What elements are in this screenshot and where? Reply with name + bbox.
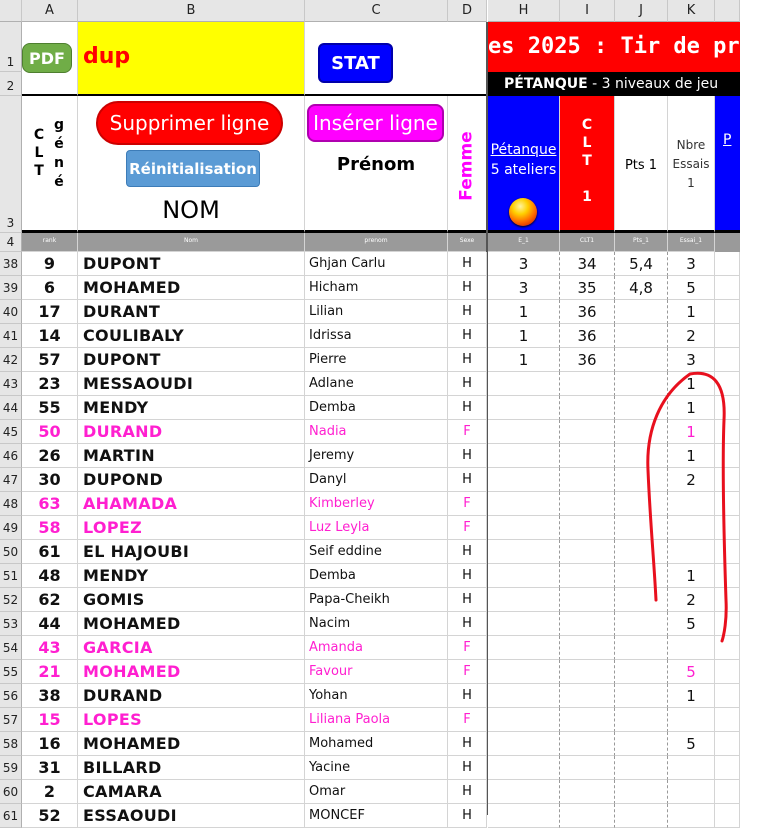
pts1-cell[interactable] [615, 756, 668, 780]
prenom-cell[interactable]: Luz Leyla [305, 516, 448, 540]
banner-title: es 2025 : Tir de préci [488, 22, 740, 72]
sexe-cell[interactable]: H [448, 804, 487, 828]
sexe-cell[interactable]: F [448, 708, 487, 732]
l-cell[interactable] [715, 444, 740, 468]
e1-cell[interactable] [488, 708, 560, 732]
clt1-cell[interactable] [560, 492, 615, 516]
essai1-cell[interactable]: 1 [668, 372, 715, 396]
nom-cell[interactable]: DUPONT [78, 348, 305, 372]
clt1-cell[interactable] [560, 636, 615, 660]
e1-cell[interactable] [488, 684, 560, 708]
row4-field-6: Pts_1 [615, 233, 668, 252]
clt-general-cell[interactable]: 31 [22, 756, 78, 780]
reinitialisation-button[interactable]: Réinitialisation [126, 150, 260, 187]
petanque-label: Pétanque [490, 142, 557, 158]
l-cell[interactable] [715, 468, 740, 492]
cell-j3-pts1: Pts 1 [615, 96, 668, 233]
pts1-cell[interactable] [615, 612, 668, 636]
sexe-cell[interactable]: H [448, 444, 487, 468]
l-cell[interactable] [715, 780, 740, 804]
clt-general-cell[interactable]: 44 [22, 612, 78, 636]
sexe-cell[interactable]: H [448, 396, 487, 420]
prenom-cell[interactable]: Amanda [305, 636, 448, 660]
sexe-cell[interactable]: H [448, 540, 487, 564]
nom-cell[interactable]: BILLARD [78, 756, 305, 780]
sexe-cell[interactable]: H [448, 372, 487, 396]
essai1-cell[interactable]: 1 [668, 684, 715, 708]
sexe-cell[interactable]: H [448, 588, 487, 612]
essai1-cell[interactable] [668, 708, 715, 732]
prenom-cell[interactable]: Favour [305, 660, 448, 684]
row-header-3[interactable]: 3 [0, 96, 22, 233]
essai1-cell[interactable] [668, 636, 715, 660]
clt-general-cell[interactable]: 38 [22, 684, 78, 708]
e1-cell[interactable] [488, 804, 560, 828]
l-cell[interactable] [715, 540, 740, 564]
pts1-cell[interactable] [615, 396, 668, 420]
select-all-corner[interactable] [0, 0, 22, 22]
cell-l3-label: P [723, 132, 732, 148]
clt-general-cell[interactable]: 48 [22, 564, 78, 588]
e1-cell[interactable] [488, 756, 560, 780]
essai1-cell[interactable] [668, 492, 715, 516]
nom-cell[interactable]: GARCIA [78, 636, 305, 660]
clt1-cell[interactable] [560, 540, 615, 564]
nom-cell[interactable]: DURAND [78, 420, 305, 444]
row-header[interactable]: 43 [0, 372, 22, 396]
banner-subtitle [488, 72, 740, 96]
essai1-cell[interactable]: 1 [668, 420, 715, 444]
nom-cell[interactable]: LOPES [78, 708, 305, 732]
clt-general-cell[interactable]: 62 [22, 588, 78, 612]
column-header-a[interactable]: A [22, 0, 78, 22]
essai1-cell[interactable]: 3 [668, 252, 715, 276]
pts1-cell[interactable] [615, 708, 668, 732]
pts1-cell[interactable] [615, 660, 668, 684]
row4-field-0: rank [22, 233, 78, 252]
l-cell[interactable] [715, 732, 740, 756]
cell-h3-petanque [488, 96, 560, 233]
sexe-cell[interactable]: F [448, 516, 487, 540]
sexe-cell[interactable]: F [448, 660, 487, 684]
clt1-cell[interactable] [560, 420, 615, 444]
e1-cell[interactable] [488, 660, 560, 684]
row-header[interactable]: 53 [0, 612, 22, 636]
clt-general-cell[interactable]: 63 [22, 492, 78, 516]
cell-c3-prenom: Prénom [305, 96, 448, 233]
pts1-cell[interactable] [615, 468, 668, 492]
clt1-cell[interactable] [560, 756, 615, 780]
row4-field-5: CLT1 [560, 233, 615, 252]
nom-cell[interactable]: MOHAMED [78, 660, 305, 684]
sexe-cell[interactable]: H [448, 780, 487, 804]
row-header[interactable]: 42 [0, 348, 22, 372]
clt1-cell[interactable] [560, 804, 615, 828]
row-header[interactable]: 56 [0, 684, 22, 708]
clt1-cell[interactable] [560, 612, 615, 636]
e1-cell[interactable] [488, 372, 560, 396]
sexe-cell[interactable]: H [448, 732, 487, 756]
essai1-cell[interactable]: 1 [668, 564, 715, 588]
sexe-cell[interactable]: F [448, 636, 487, 660]
e1-cell[interactable] [488, 396, 560, 420]
prenom-cell[interactable]: Nadia [305, 420, 448, 444]
essai1-cell[interactable]: 2 [668, 324, 715, 348]
essai1-cell[interactable]: 5 [668, 660, 715, 684]
sexe-cell[interactable]: H [448, 276, 487, 300]
nom-cell[interactable]: MENDY [78, 396, 305, 420]
pts1-cell[interactable] [615, 372, 668, 396]
column-header-l[interactable] [715, 0, 740, 22]
row-header-4[interactable]: 4 [0, 233, 22, 252]
essai1-cell[interactable] [668, 516, 715, 540]
row-header[interactable]: 40 [0, 300, 22, 324]
clt1-cell[interactable] [560, 372, 615, 396]
column-header-c[interactable]: C [305, 0, 448, 22]
row-header[interactable]: 57 [0, 708, 22, 732]
row-header-2[interactable]: 2 [0, 72, 22, 96]
pts1-cell[interactable] [615, 684, 668, 708]
clt-general-cell[interactable]: 43 [22, 636, 78, 660]
pts1-cell[interactable] [615, 492, 668, 516]
nom-cell[interactable]: MESSAOUDI [78, 372, 305, 396]
clt1-cell[interactable] [560, 516, 615, 540]
clt-general-cell[interactable]: 14 [22, 324, 78, 348]
e1-cell[interactable] [488, 468, 560, 492]
prenom-cell[interactable]: Nacim [305, 612, 448, 636]
l-cell[interactable] [715, 276, 740, 300]
l-cell[interactable] [715, 516, 740, 540]
prenom-cell[interactable]: Demba [305, 564, 448, 588]
l-cell[interactable] [715, 252, 740, 276]
sexe-cell[interactable]: H [448, 612, 487, 636]
pts1-cell[interactable] [615, 636, 668, 660]
sexe-cell[interactable]: F [448, 420, 487, 444]
nom-cell[interactable]: AHAMADA [78, 492, 305, 516]
essai1-cell[interactable]: 1 [668, 300, 715, 324]
clt-general-cell[interactable]: 2 [22, 780, 78, 804]
row-header[interactable]: 58 [0, 732, 22, 756]
l-cell[interactable] [715, 636, 740, 660]
clt1-cell[interactable] [560, 588, 615, 612]
row-header[interactable]: 61 [0, 804, 22, 828]
prenom-cell[interactable]: Lilian [305, 300, 448, 324]
clt-general-cell[interactable]: 61 [22, 540, 78, 564]
clt-general-cell[interactable]: 52 [22, 804, 78, 828]
clt-general-cell[interactable]: 55 [22, 396, 78, 420]
essai1-cell[interactable]: 5 [668, 612, 715, 636]
cell-d3-femme [448, 96, 487, 233]
cell-b3-nom: NOM [78, 96, 305, 233]
prenom-cell[interactable]: Mohamed [305, 732, 448, 756]
pts1-cell[interactable] [615, 780, 668, 804]
clt-general-cell[interactable]: 57 [22, 348, 78, 372]
nom-cell[interactable]: DURAND [78, 684, 305, 708]
row-header[interactable]: 55 [0, 660, 22, 684]
nom-cell[interactable]: COULIBALY [78, 324, 305, 348]
nom-cell[interactable]: CAMARA [78, 780, 305, 804]
nom-cell[interactable]: EL HAJOUBI [78, 540, 305, 564]
essai1-cell[interactable] [668, 804, 715, 828]
row-header[interactable]: 39 [0, 276, 22, 300]
row-header[interactable]: 59 [0, 756, 22, 780]
e1-cell[interactable] [488, 612, 560, 636]
sexe-cell[interactable]: H [448, 684, 487, 708]
clt1-cell[interactable]: 36 [560, 348, 615, 372]
l-cell[interactable] [715, 756, 740, 780]
l-cell[interactable] [715, 324, 740, 348]
nom-cell[interactable]: DUPONT [78, 252, 305, 276]
essai1-cell[interactable]: 2 [668, 468, 715, 492]
l-cell[interactable] [715, 492, 740, 516]
row-header[interactable]: 52 [0, 588, 22, 612]
nom-cell[interactable]: MARTIN [78, 444, 305, 468]
clt1-cell[interactable] [560, 564, 615, 588]
prenom-cell[interactable]: MONCEF [305, 804, 448, 828]
e1-cell[interactable] [488, 444, 560, 468]
column-header-i[interactable]: I [560, 0, 615, 22]
e1-cell[interactable]: 1 [488, 348, 560, 372]
nom-cell[interactable]: MOHAMED [78, 612, 305, 636]
general-letters: g é n é [53, 117, 65, 190]
clt-general-cell[interactable]: 16 [22, 732, 78, 756]
sexe-cell[interactable]: F [448, 492, 487, 516]
column-header-b[interactable]: B [78, 0, 305, 22]
row-header[interactable]: 54 [0, 636, 22, 660]
l-cell[interactable] [715, 396, 740, 420]
prenom-cell[interactable]: Danyl [305, 468, 448, 492]
nom-cell[interactable]: MOHAMED [78, 732, 305, 756]
prenom-cell[interactable]: Liliana Paola [305, 708, 448, 732]
pts1-cell[interactable] [615, 444, 668, 468]
e1-cell[interactable] [488, 564, 560, 588]
e1-cell[interactable]: 1 [488, 300, 560, 324]
prenom-cell[interactable]: Ghjan Carlu [305, 252, 448, 276]
clt1-cell[interactable]: 35 [560, 276, 615, 300]
cell-k3-nbre-essais: Nbre Essais 1 [668, 96, 715, 233]
row4-field-1: Nom [78, 233, 305, 252]
e1-cell[interactable] [488, 516, 560, 540]
nom-cell[interactable]: ESSAOUDI [78, 804, 305, 828]
l-cell[interactable] [715, 564, 740, 588]
pts1-cell[interactable] [615, 732, 668, 756]
clt-general-cell[interactable]: 26 [22, 444, 78, 468]
cell-i3-clt1: C L T 1 [560, 96, 615, 233]
nom-cell[interactable]: MENDY [78, 564, 305, 588]
clt1-cell[interactable] [560, 468, 615, 492]
pts1-cell[interactable] [615, 588, 668, 612]
row-header[interactable]: 44 [0, 396, 22, 420]
clt-general-cell[interactable]: 50 [22, 420, 78, 444]
essai1-cell[interactable] [668, 756, 715, 780]
column-header-d[interactable]: D [448, 0, 487, 22]
e1-cell[interactable]: 1 [488, 324, 560, 348]
cell-b1[interactable]: dup [78, 22, 305, 96]
prenom-cell[interactable]: Kimberley [305, 492, 448, 516]
essai1-cell[interactable]: 1 [668, 444, 715, 468]
e1-cell[interactable] [488, 636, 560, 660]
l-cell[interactable] [715, 348, 740, 372]
pts1-cell[interactable]: 5,4 [615, 252, 668, 276]
essai1-cell[interactable]: 3 [668, 348, 715, 372]
pts1-cell[interactable] [615, 540, 668, 564]
nom-cell[interactable]: GOMIS [78, 588, 305, 612]
clt-letters: C L T [33, 127, 45, 179]
prenom-cell[interactable]: Papa-Cheikh [305, 588, 448, 612]
nom-cell[interactable]: LOPEZ [78, 516, 305, 540]
prenom-cell[interactable]: Yohan [305, 684, 448, 708]
clt1-cell[interactable] [560, 396, 615, 420]
row-header-1[interactable]: 1 [0, 22, 22, 72]
clt-general-cell[interactable]: 30 [22, 468, 78, 492]
row-header[interactable]: 51 [0, 564, 22, 588]
nom-cell[interactable]: MOHAMED [78, 276, 305, 300]
e1-cell[interactable] [488, 492, 560, 516]
column-header-k[interactable]: K [668, 0, 715, 22]
prenom-cell[interactable]: Omar [305, 780, 448, 804]
petanque-ball-icon [509, 198, 537, 226]
clt1-cell[interactable] [560, 708, 615, 732]
pts1-cell[interactable] [615, 516, 668, 540]
row-header[interactable]: 48 [0, 492, 22, 516]
essai1-cell[interactable]: 1 [668, 396, 715, 420]
row-header[interactable]: 47 [0, 468, 22, 492]
row-header[interactable]: 45 [0, 420, 22, 444]
sexe-cell[interactable]: H [448, 756, 487, 780]
femme-vertical-label: Femme [456, 131, 477, 201]
ateliers-label: 5 ateliers [490, 162, 557, 178]
pts1-cell[interactable] [615, 348, 668, 372]
banner-subtitle-bold: PÉTANQUE [504, 76, 588, 92]
l-cell[interactable] [715, 804, 740, 828]
clt1-cell[interactable]: 34 [560, 252, 615, 276]
e1-cell[interactable] [488, 780, 560, 804]
clt-general-cell[interactable]: 17 [22, 300, 78, 324]
row-header[interactable]: 60 [0, 780, 22, 804]
nom-cell[interactable]: DUPOND [78, 468, 305, 492]
nom-cell[interactable]: DURANT [78, 300, 305, 324]
clt1-cell[interactable] [560, 660, 615, 684]
e1-cell[interactable] [488, 420, 560, 444]
supprimer-ligne-button[interactable]: Supprimer ligne [96, 101, 283, 145]
clt-general-cell[interactable]: 58 [22, 516, 78, 540]
pts1-cell[interactable] [615, 300, 668, 324]
prenom-cell[interactable]: Idrissa [305, 324, 448, 348]
row4-field-3: Sexe [448, 233, 487, 252]
l-cell[interactable] [715, 612, 740, 636]
banner-subtitle-rest: - 3 niveaux de jeu [587, 76, 719, 92]
clt1-cell[interactable] [560, 780, 615, 804]
prenom-cell[interactable]: Seif eddine [305, 540, 448, 564]
column-header-h[interactable]: H [488, 0, 560, 22]
inserer-ligne-button[interactable]: Insérer ligne [307, 104, 444, 142]
prenom-cell[interactable]: Adlane [305, 372, 448, 396]
row4-field-l [715, 233, 740, 252]
row4-field-7: Essai_1 [668, 233, 715, 252]
pts1-cell[interactable] [615, 420, 668, 444]
essai1-cell[interactable] [668, 780, 715, 804]
essai1-cell[interactable]: 5 [668, 276, 715, 300]
column-header-j[interactable]: J [615, 0, 668, 22]
l-cell[interactable] [715, 708, 740, 732]
row4-field-2: prenom [305, 233, 448, 252]
clt-general-cell[interactable]: 9 [22, 252, 78, 276]
sexe-cell[interactable]: H [448, 468, 487, 492]
sexe-cell[interactable]: H [448, 252, 487, 276]
e1-cell[interactable]: 3 [488, 276, 560, 300]
sexe-cell[interactable]: H [448, 300, 487, 324]
pdf-button[interactable]: PDF [22, 43, 72, 73]
sexe-cell[interactable]: H [448, 564, 487, 588]
essai1-cell[interactable]: 2 [668, 588, 715, 612]
clt-general-cell[interactable]: 23 [22, 372, 78, 396]
essai1-cell[interactable] [668, 540, 715, 564]
clt1-cell[interactable] [560, 444, 615, 468]
pts1-cell[interactable] [615, 804, 668, 828]
pts1-cell[interactable] [615, 564, 668, 588]
clt1-cell[interactable] [560, 732, 615, 756]
l-cell[interactable] [715, 372, 740, 396]
essai1-cell[interactable]: 5 [668, 732, 715, 756]
clt-general-cell[interactable]: 15 [22, 708, 78, 732]
l-cell[interactable] [715, 300, 740, 324]
clt1-cell[interactable]: 36 [560, 324, 615, 348]
pts1-cell[interactable] [615, 324, 668, 348]
e1-cell[interactable] [488, 588, 560, 612]
prenom-cell[interactable]: Demba [305, 396, 448, 420]
sexe-cell[interactable]: H [448, 324, 487, 348]
e1-cell[interactable] [488, 540, 560, 564]
l-cell[interactable] [715, 684, 740, 708]
clt1-cell[interactable] [560, 684, 615, 708]
row-header[interactable]: 41 [0, 324, 22, 348]
e1-cell[interactable]: 3 [488, 252, 560, 276]
stat-button[interactable]: STAT [318, 43, 393, 83]
cell-a3-clt-general [22, 96, 78, 233]
l-cell[interactable] [715, 588, 740, 612]
clt-general-cell[interactable]: 6 [22, 276, 78, 300]
clt-general-cell[interactable]: 21 [22, 660, 78, 684]
pts1-cell[interactable]: 4,8 [615, 276, 668, 300]
row-header[interactable]: 46 [0, 444, 22, 468]
row4-field-4: E_1 [488, 233, 560, 252]
sexe-cell[interactable]: H [448, 348, 487, 372]
e1-cell[interactable] [488, 732, 560, 756]
l-cell[interactable] [715, 660, 740, 684]
row-header[interactable]: 49 [0, 516, 22, 540]
cell-l3 [715, 96, 740, 233]
prenom-cell[interactable]: Jeremy [305, 444, 448, 468]
l-cell[interactable] [715, 420, 740, 444]
row-header[interactable]: 50 [0, 540, 22, 564]
clt1-cell[interactable]: 36 [560, 300, 615, 324]
prenom-cell[interactable]: Yacine [305, 756, 448, 780]
prenom-cell[interactable]: Hicham [305, 276, 448, 300]
row-header[interactable]: 38 [0, 252, 22, 276]
prenom-cell[interactable]: Pierre [305, 348, 448, 372]
